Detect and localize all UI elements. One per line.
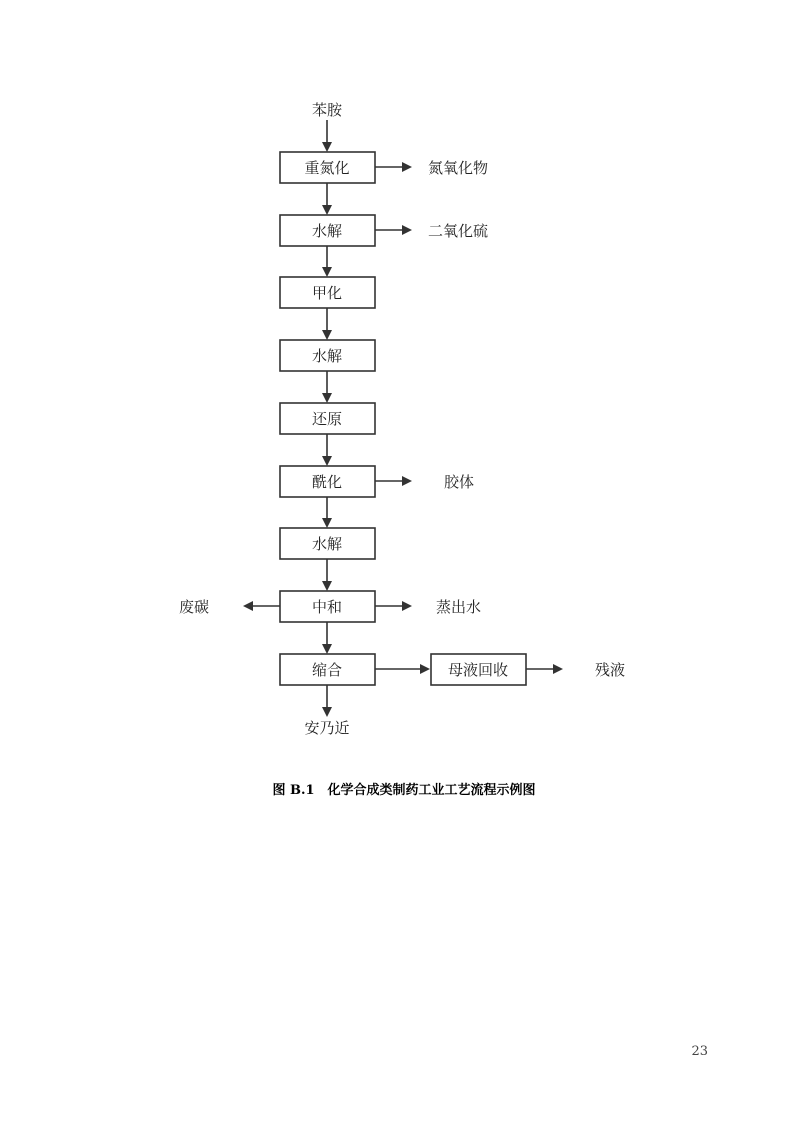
output-nitrogen-oxides: 氮氧化物 xyxy=(428,159,489,177)
step-reduction xyxy=(280,403,375,434)
step-hydrolysis-3 xyxy=(280,528,375,559)
input-label: 苯胺 xyxy=(311,101,343,119)
arrowhead xyxy=(553,664,563,674)
step-label: 缩合 xyxy=(311,661,343,679)
output-waste-carbon: 废碳 xyxy=(179,598,210,616)
step-label: 还原 xyxy=(311,410,343,428)
step-diazotization xyxy=(280,152,375,183)
output-sulfur-dioxide: 二氧化硫 xyxy=(428,222,489,240)
step-label: 中和 xyxy=(311,598,343,616)
step-hydrolysis-1 xyxy=(280,215,375,246)
step-label: 酰化 xyxy=(311,473,343,491)
arrowhead xyxy=(322,393,332,403)
step-label: 水解 xyxy=(311,222,343,240)
step-label: 水解 xyxy=(311,535,343,553)
arrowhead xyxy=(402,162,412,172)
arrowhead xyxy=(322,518,332,528)
step-hydrolysis-2 xyxy=(280,340,375,371)
output-residue: 残液 xyxy=(595,661,626,679)
arrowhead xyxy=(322,456,332,466)
arrowhead xyxy=(402,476,412,486)
arrowhead xyxy=(322,142,332,152)
mother-liquor-recovery-box xyxy=(431,654,526,685)
product-label: 安乃近 xyxy=(304,719,350,737)
output-steam-water: 蒸出水 xyxy=(436,598,482,616)
output-colloid: 胶体 xyxy=(444,473,475,491)
arrowhead xyxy=(420,664,430,674)
arrowhead xyxy=(322,205,332,215)
arrowhead xyxy=(322,644,332,654)
arrowhead xyxy=(322,707,332,717)
arrowhead xyxy=(322,330,332,340)
figure-caption: 图 B.1 化学合成类制药工业工艺流程示例图 xyxy=(272,783,536,798)
arrowhead xyxy=(402,601,412,611)
step-condensation xyxy=(280,654,375,685)
arrowhead xyxy=(243,601,253,611)
step-label: 重氮化 xyxy=(304,159,350,177)
step-label: 水解 xyxy=(311,347,343,365)
arrowhead xyxy=(322,581,332,591)
mother-liquor-recovery-label: 母液回收 xyxy=(447,661,509,679)
step-methylation xyxy=(280,277,375,308)
arrowhead xyxy=(402,225,412,235)
page-number: 23 xyxy=(691,1044,708,1059)
step-label: 甲化 xyxy=(311,284,343,302)
step-neutralization xyxy=(280,591,375,622)
arrowhead xyxy=(322,267,332,277)
step-acylation xyxy=(280,466,375,497)
